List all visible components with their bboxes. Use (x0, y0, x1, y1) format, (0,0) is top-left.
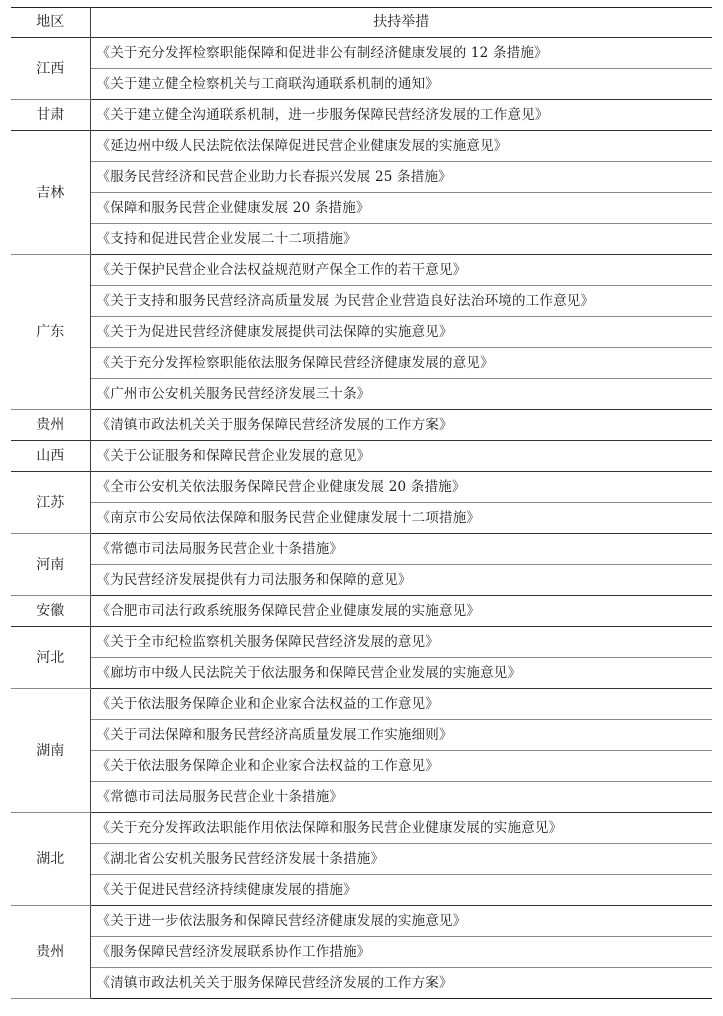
measure-cell: 《关于充分发挥政法职能作用依法保障和服务民营企业健康发展的实施意见》 (90, 813, 712, 844)
table-row (11, 875, 712, 906)
measure-cell: 《清镇市政法机关关于服务保障民营经济发展的工作方案》 (90, 968, 712, 999)
table-row (11, 255, 712, 286)
table-row (11, 844, 712, 875)
measure-cell: 《南京市公安局依法保障和服务民营企业健康发展十二项措施》 (90, 503, 712, 534)
table-row (11, 658, 712, 689)
measure-cell: 《全市公安机关依法服务保障民营企业健康发展 20 条措施》 (90, 472, 712, 503)
measure-cell: 《关于充分发挥检察职能依法服务保障民营经济健康发展的意见》 (90, 348, 712, 379)
region-cell: 甘肃 (11, 100, 90, 131)
region-cell: 贵州 (11, 410, 90, 441)
measure-cell: 《湖北省公安机关服务民营经济发展十条措施》 (90, 844, 712, 875)
measure-cell: 《关于依法服务保障企业和企业家合法权益的工作意见》 (90, 689, 712, 720)
measure-cell: 《关于全市纪检监察机关服务保障民营经济发展的意见》 (90, 627, 712, 658)
region-cell: 河北 (11, 627, 90, 689)
measure-cell: 《关于司法保障和服务民营经济高质量发展工作实施细则》 (90, 720, 712, 751)
table-row (11, 534, 712, 565)
measure-cell: 《为民营经济发展提供有力司法服务和保障的意见》 (90, 565, 712, 596)
table-body (11, 38, 712, 999)
header-measures: 扶持举措 (90, 8, 712, 38)
measure-cell: 《关于支持和服务民营经济高质量发展 为民营企业营造良好法治环境的工作意见》 (90, 286, 712, 317)
table-row (11, 379, 712, 410)
header-region: 地区 (11, 8, 90, 38)
measure-cell: 《常德市司法局服务民营企业十条措施》 (90, 782, 712, 813)
measure-cell: 《关于保护民营企业合法权益规范财产保全工作的若干意见》 (90, 255, 712, 286)
measure-cell: 《常德市司法局服务民营企业十条措施》 (90, 534, 712, 565)
measures-table (11, 7, 712, 999)
measure-cell: 《关于依法服务保障企业和企业家合法权益的工作意见》 (90, 751, 712, 782)
table-row (11, 751, 712, 782)
table-row (11, 937, 712, 968)
table-row (11, 906, 712, 937)
measure-cell: 《保障和服务民营企业健康发展 20 条措施》 (90, 193, 712, 224)
table-row (11, 224, 712, 255)
table-row (11, 100, 712, 131)
measure-cell: 《关于公证服务和保障民营企业发展的意见》 (90, 441, 712, 472)
table-row (11, 596, 712, 627)
table-row (11, 565, 712, 596)
region-cell: 广东 (11, 255, 90, 410)
table-row (11, 38, 712, 69)
table-row (11, 441, 712, 472)
table-row (11, 503, 712, 534)
region-cell: 江西 (11, 38, 90, 100)
table-row (11, 689, 712, 720)
region-cell: 贵州 (11, 906, 90, 999)
region-cell: 河南 (11, 534, 90, 596)
region-cell: 湖北 (11, 813, 90, 906)
measure-cell: 《广州市公安机关服务民营经济发展三十条》 (90, 379, 712, 410)
region-cell: 江苏 (11, 472, 90, 534)
table-row (11, 193, 712, 224)
table-row (11, 782, 712, 813)
measure-cell: 《延边州中级人民法院依法保障促进民营企业健康发展的实施意见》 (90, 131, 712, 162)
measure-cell: 《合肥市司法行政系统服务保障民营企业健康发展的实施意见》 (90, 596, 712, 627)
measure-cell: 《关于为促进民营经济健康发展提供司法保障的实施意见》 (90, 317, 712, 348)
table-row (11, 627, 712, 658)
measure-cell: 《关于促进民营经济持续健康发展的措施》 (90, 875, 712, 906)
table-header-row (11, 8, 712, 38)
region-cell: 山西 (11, 441, 90, 472)
table-row (11, 472, 712, 503)
measure-cell: 《廊坊市中级人民法院关于依法服务和保障民营企业发展的实施意见》 (90, 658, 712, 689)
table-row (11, 317, 712, 348)
table-row (11, 410, 712, 441)
table-row (11, 162, 712, 193)
measure-cell: 《支持和促进民营企业发展二十二项措施》 (90, 224, 712, 255)
region-cell: 吉林 (11, 131, 90, 255)
table-row (11, 968, 712, 999)
measure-cell: 《关于建立健全沟通联系机制，进一步服务保障民营经济发展的工作意见》 (90, 100, 712, 131)
table-row (11, 348, 712, 379)
measure-cell: 《清镇市政法机关关于服务保障民营经济发展的工作方案》 (90, 410, 712, 441)
table-row (11, 813, 712, 844)
measure-cell: 《服务保障民营经济发展联系协作工作措施》 (90, 937, 712, 968)
region-cell: 安徽 (11, 596, 90, 627)
region-cell: 湖南 (11, 689, 90, 813)
measure-cell: 《关于充分发挥检察职能保障和促进非公有制经济健康发展的 12 条措施》 (90, 38, 712, 69)
table-row (11, 720, 712, 751)
table-row (11, 69, 712, 100)
table-row (11, 286, 712, 317)
measure-cell: 《关于进一步依法服务和保障民营经济健康发展的实施意见》 (90, 906, 712, 937)
measure-cell: 《服务民营经济和民营企业助力长春振兴发展 25 条措施》 (90, 162, 712, 193)
measure-cell: 《关于建立健全检察机关与工商联沟通联系机制的通知》 (90, 69, 712, 100)
table-row (11, 131, 712, 162)
